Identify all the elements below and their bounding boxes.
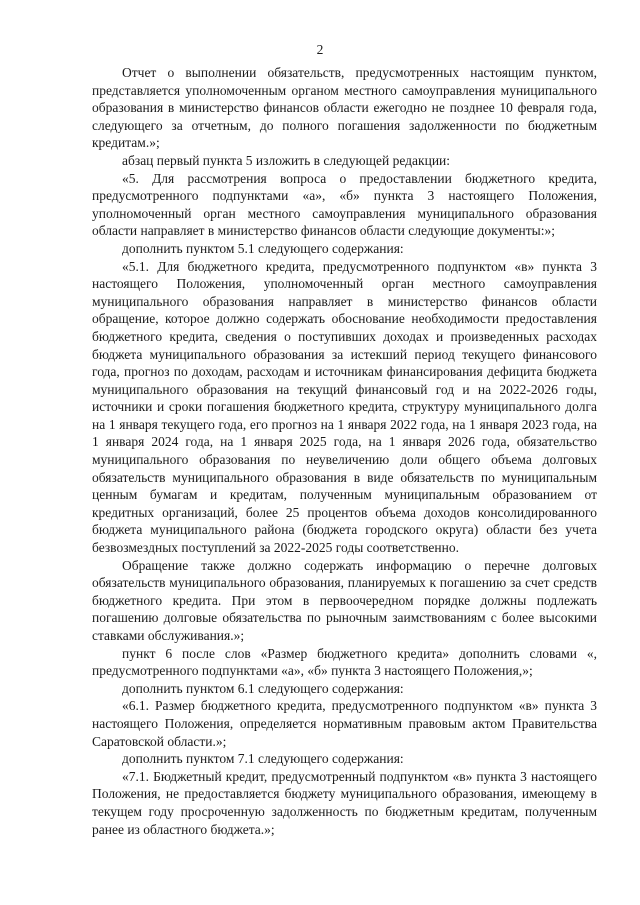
- paragraph-add-clause-6-1: дополнить пунктом 6.1 следующего содержания:: [122, 680, 404, 696]
- paragraph-report-obligations: Отчет о выполнении обязательств, предусмотренных настоящим пунктом, представляется уполномоченным органом местного самоуправления муниципального образования в министерство финансов области ежегодно не позднее 10 февраля года, следующего за отчетным, до полного погашения задолженности по бюджетным кредитам.»;: [92, 65, 597, 151]
- paragraph-clause-6-1: «6.1. Размер бюджетного кредита, предусмотренного подпунктом «в» пункта 3 настоящего Положения, определяется нормативным правовым актом Правительства Саратовской области.»;: [92, 698, 597, 749]
- paragraph-request-contents: Обращение также должно содержать информацию о перечне долговых обязательств муниципального образования, планируемых к погашению за счет средств бюджетного кредита. При этом в первоочередном порядке должны подлежать погашению долговые обязательства по рыночным заимствованиям с более высокими ставками обслуживания.»;: [92, 557, 597, 643]
- paragraph-amend-clause-5: абзац первый пункта 5 изложить в следующей редакции:: [122, 152, 451, 168]
- paragraph-clause-5: «5. Для рассмотрения вопроса о предоставлении бюджетного кредита, предусмотренного подпунктами «а», «б» пункта 3 настоящего Положения, уполномоченный орган местного самоуправления муниципального образования области направляет в министерство финансов области следующие документы:»;: [92, 170, 597, 239]
- paragraph-amend-clause-6: пункт 6 после слов «Размер бюджетного кредита» дополнить словами «, предусмотренного подпунктами «а», «б» пункта 3 настоящего Положения,»;: [92, 645, 597, 679]
- paragraph-clause-5-1: «5.1. Для бюджетного кредита, предусмотренного подпунктом «в» пункта 3 настоящего Положения, уполномоченный орган местного самоуправления муниципального образования направляет в министерство финансов области обращение, которое должно содержать обоснование необходимости предоставления бюджетного кредита, сведения о поступивших доходах и произведенных расходах бюджета муниципального образования за истекший период текущего финансового года, прогноз по доходам, расходам и источникам финансирования дефицита бюджета муниципального образования на текущий финансовый год и на 2022-2026 годы, источники и сроки погашения бюджетного кредита, структуру муниципального долга на 1 января текущего года, его прогноз на 1 января 2022 года, на 1 января 2023 года, на 1 января 2024 года, на 1 января 2025 года, на 1 января 2026 года, обязательство муниципального образования по неувеличению доли общего объема долговых обязательств муниципального образования в виде обязательств по муниципальным ценным бумагам и кредитам, полученным муниципальным образованием от кредитных организаций, более 25 процентов объема доходов консолидированного бюджета муниципального района (бюджета городского округа) области без учета безвозмездных поступлений за 2022-2025 годы соответственно.: [92, 258, 597, 556]
- paragraph-clause-7-1: «7.1. Бюджетный кредит, предусмотренный подпунктом «в» пункта 3 настоящего Положения, не предоставляется бюджету муниципального образования, имеющему в текущем году просроченную задолженность по бюджетным кредитам, полученным ранее из областного бюджета.»;: [92, 768, 597, 837]
- document-body: [92, 64, 597, 838]
- paragraph-add-clause-7-1: дополнить пунктом 7.1 следующего содержания:: [122, 751, 404, 767]
- page-number: 2: [316, 42, 324, 57]
- paragraph-add-clause-5-1: дополнить пунктом 5.1 следующего содержания:: [122, 240, 404, 256]
